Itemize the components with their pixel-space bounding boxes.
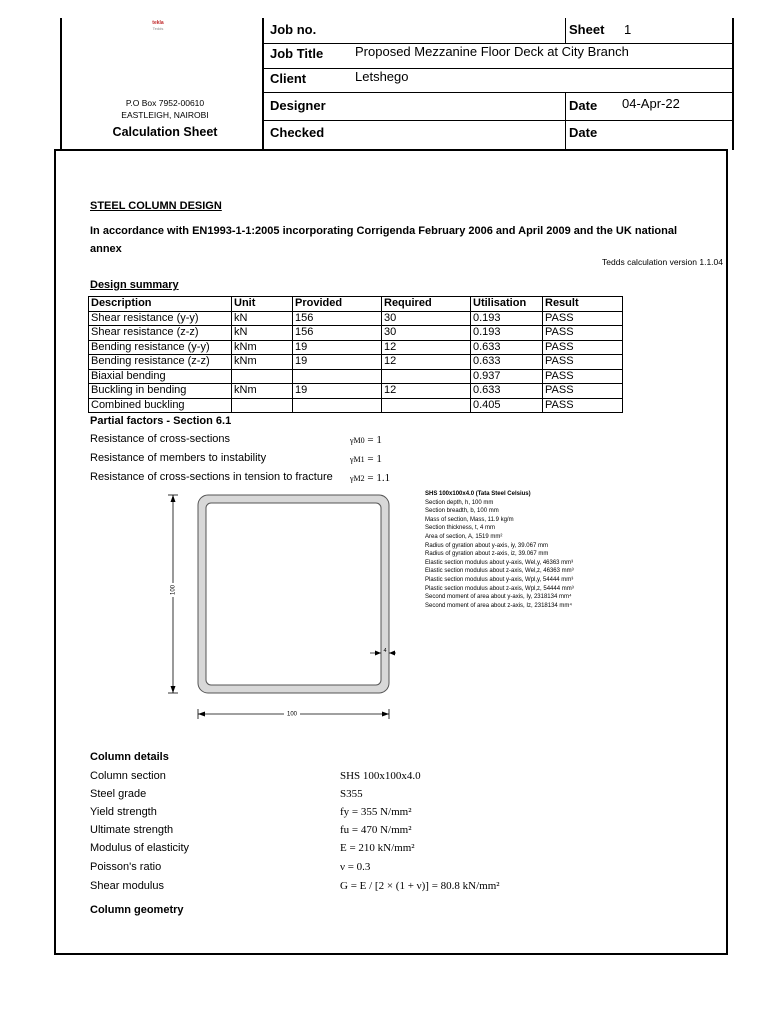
job-no-label: Job no. xyxy=(270,22,317,37)
detail-label-column-section: Column section xyxy=(90,770,166,782)
dim-label-height: 100 xyxy=(170,584,177,596)
cell-unit: kN xyxy=(232,326,293,341)
design-standard: In accordance with EN1993-1-1:2005 incorporating Corrigenda February 2006 and April 2009 and the UK national annex xyxy=(90,225,678,255)
section-inner xyxy=(206,503,381,685)
detail-value-column-section: SHS 100x100x4.0 xyxy=(340,770,421,782)
cell-required: 30 xyxy=(382,311,471,326)
cell-result: PASS xyxy=(543,398,623,413)
dim-label-thickness: 4 xyxy=(383,648,387,654)
calculation-sheet-label: Calculation Sheet xyxy=(112,125,218,139)
cell-provided: 19 xyxy=(293,355,382,370)
detail-value-steel-grade: S355 xyxy=(340,788,363,800)
table-row xyxy=(89,369,623,384)
design-summary-title: Design summary xyxy=(90,279,179,291)
dim-arrow-left xyxy=(198,712,205,717)
address-line-2: EASTLEIGH, NAIROBI xyxy=(121,110,209,120)
address-line-1: P.O Box 7952-00610 xyxy=(125,98,205,108)
detail-label-shear-modulus: Shear modulus xyxy=(90,880,164,892)
section-name: SHS 100x100x4.0 (Tata Steel Celsius) xyxy=(425,491,531,497)
table-row xyxy=(89,311,623,326)
cell-result: PASS xyxy=(543,355,623,370)
section-prop: Radius of gyration about y-axis, iy, 39.067 mm xyxy=(425,542,548,549)
section-prop: Second moment of area about y-axis, Iy, 2318134 mm⁴ xyxy=(425,594,572,601)
detail-label-yield-strength: Yield strength xyxy=(90,806,157,818)
cell-provided: 19 xyxy=(293,340,382,355)
section-prop: Second moment of area about z-axis, Iz, 2318134 mm⁴ xyxy=(425,602,572,609)
detail-label-ultimate-strength: Ultimate strength xyxy=(90,824,174,836)
design-summary-table xyxy=(88,296,623,413)
cell-description: Biaxial bending xyxy=(89,369,232,384)
job-title-value: Proposed Mezzanine Floor Deck at City Branch xyxy=(355,44,629,59)
detail-value-ultimate-strength: fu = 470 N/mm² xyxy=(340,824,412,836)
dim-arrow-top xyxy=(171,495,176,502)
dim-arrow-bottom xyxy=(171,686,176,693)
table-row xyxy=(89,340,623,355)
section-prop: Area of section, A, 1519 mm² xyxy=(425,533,503,540)
cell-provided: 156 xyxy=(293,326,382,341)
cell-description: Bending resistance (y-y) xyxy=(89,340,232,355)
detail-value-poissons-ratio: ν = 0.3 xyxy=(340,861,371,873)
section-prop: Section depth, h, 100 mm xyxy=(425,499,494,506)
cell-description: Shear resistance (z-z) xyxy=(89,326,232,341)
cell-unit xyxy=(232,369,293,384)
cell-description: Buckling in bending xyxy=(89,384,232,399)
cell-unit: kNm xyxy=(232,355,293,370)
cell-result: PASS xyxy=(543,326,623,341)
cell-utilisation: 0.193 xyxy=(471,311,543,326)
header-required: Required xyxy=(382,297,471,312)
job-title-label: Job Title xyxy=(270,46,324,61)
detail-label-modulus-elasticity: Modulus of elasticity xyxy=(90,842,190,854)
header-provided: Provided xyxy=(293,297,382,312)
dim-label-width: 100 xyxy=(286,711,298,718)
header-description: Description xyxy=(89,297,232,312)
section-prop: Mass of section, Mass, 11.9 kg/m xyxy=(425,516,514,523)
column-details-title: Column details xyxy=(90,751,169,763)
pf-value-gamma-m1: γM1 = 1 xyxy=(350,453,382,465)
header-utilisation: Utilisation xyxy=(471,297,543,312)
cell-provided: 156 xyxy=(293,311,382,326)
cell-provided: 19 xyxy=(293,384,382,399)
company-logo xyxy=(146,20,170,31)
pf-label-tension-fracture: Resistance of cross-sections in tension to fracture xyxy=(90,471,333,483)
cell-utilisation: 0.937 xyxy=(471,369,543,384)
cell-utilisation: 0.633 xyxy=(471,340,543,355)
date-value: 04-Apr-22 xyxy=(622,96,680,111)
pf-number: 1 xyxy=(376,434,382,446)
section-prop: Elastic section modulus about z-axis, Wel,z, 46363 mm³ xyxy=(425,568,574,575)
section-prop: Plastic section modulus about y-axis, Wpl,y, 54444 mm³ xyxy=(425,576,574,583)
cell-utilisation: 0.633 xyxy=(471,355,543,370)
cell-utilisation: 0.405 xyxy=(471,398,543,413)
shs-section-drawing xyxy=(160,488,410,723)
cell-unit: kNm xyxy=(232,384,293,399)
detail-value-yield-strength: fy = 355 N/mm² xyxy=(340,806,412,818)
pf-label-instability: Resistance of members to instability xyxy=(90,452,267,464)
cell-provided xyxy=(293,369,382,384)
cell-result: PASS xyxy=(543,340,623,355)
cell-result: PASS xyxy=(543,311,623,326)
cell-unit: kNm xyxy=(232,340,293,355)
cell-required xyxy=(382,398,471,413)
cell-provided xyxy=(293,398,382,413)
client-label: Client xyxy=(270,71,307,86)
client-value: Letshego xyxy=(355,69,409,84)
section-prop: Radius of gyration about z-axis, iz, 39.067 mm xyxy=(425,551,549,558)
cell-utilisation: 0.193 xyxy=(471,326,543,341)
section-prop: Section thickness, t, 4 mm xyxy=(425,525,496,532)
section-prop: Section breadth, b, 100 mm xyxy=(425,508,499,515)
section-prop: Elastic section modulus about y-axis, Wel,y, 46363 mm³ xyxy=(425,559,574,566)
pf-value-gamma-m0: γM0 = 1 xyxy=(350,434,382,446)
detail-value-modulus-elasticity: E = 210 kN/mm² xyxy=(340,842,415,854)
header-result: Result xyxy=(543,297,623,312)
date2-label: Date xyxy=(569,125,598,140)
logo-text: tekla xyxy=(152,20,164,26)
cell-required: 12 xyxy=(382,384,471,399)
cell-result: PASS xyxy=(543,369,623,384)
checked-label: Checked xyxy=(270,125,325,140)
table-row xyxy=(89,384,623,399)
detail-label-steel-grade: Steel grade xyxy=(90,788,147,800)
pf-symbol: γM1 xyxy=(350,455,365,464)
sheet-value: 1 xyxy=(624,22,632,37)
sheet-label: Sheet xyxy=(569,22,605,37)
cell-result: PASS xyxy=(543,384,623,399)
pf-symbol: γM0 xyxy=(350,436,365,445)
logo-subtext: Tedds xyxy=(152,26,164,31)
pf-number: 1 xyxy=(376,453,382,465)
header-unit: Unit xyxy=(232,297,293,312)
cell-required: 12 xyxy=(382,340,471,355)
calc-version: Tedds calculation version 1.1.04 xyxy=(602,257,723,267)
table-row xyxy=(89,326,623,341)
cell-description: Combined buckling xyxy=(89,398,232,413)
summary-header-row xyxy=(89,297,623,312)
date-label: Date xyxy=(569,98,598,113)
partial-factors-title: Partial factors - Section 6.1 xyxy=(90,415,232,427)
cell-unit xyxy=(232,398,293,413)
section-prop: Plastic section modulus about z-axis, Wpl,z, 54444 mm³ xyxy=(425,585,574,592)
document-title: STEEL COLUMN DESIGN xyxy=(90,200,222,212)
dim-arrow-right xyxy=(382,712,389,717)
detail-label-poissons-ratio: Poisson's ratio xyxy=(90,861,162,873)
cell-required xyxy=(382,369,471,384)
pf-symbol: γM2 xyxy=(350,474,365,483)
designer-label: Designer xyxy=(270,98,326,113)
detail-value-shear-modulus: G = E / [2 × (1 + ν)] = 80.8 kN/mm² xyxy=(340,880,500,892)
table-row xyxy=(89,355,623,370)
pf-value-gamma-m2: γM2 = 1.1 xyxy=(350,472,391,484)
table-row xyxy=(89,398,623,413)
cell-required: 30 xyxy=(382,326,471,341)
cell-required: 12 xyxy=(382,355,471,370)
dim-thickness-arrow-right xyxy=(389,651,395,656)
cell-description: Shear resistance (y-y) xyxy=(89,311,232,326)
pf-number: 1.1 xyxy=(376,472,391,484)
cell-utilisation: 0.633 xyxy=(471,384,543,399)
section-properties xyxy=(425,490,574,610)
column-geometry-title: Column geometry xyxy=(90,904,184,916)
cell-unit: kN xyxy=(232,311,293,326)
cell-description: Bending resistance (z-z) xyxy=(89,355,232,370)
pf-label-cross-sections: Resistance of cross-sections xyxy=(90,433,230,445)
